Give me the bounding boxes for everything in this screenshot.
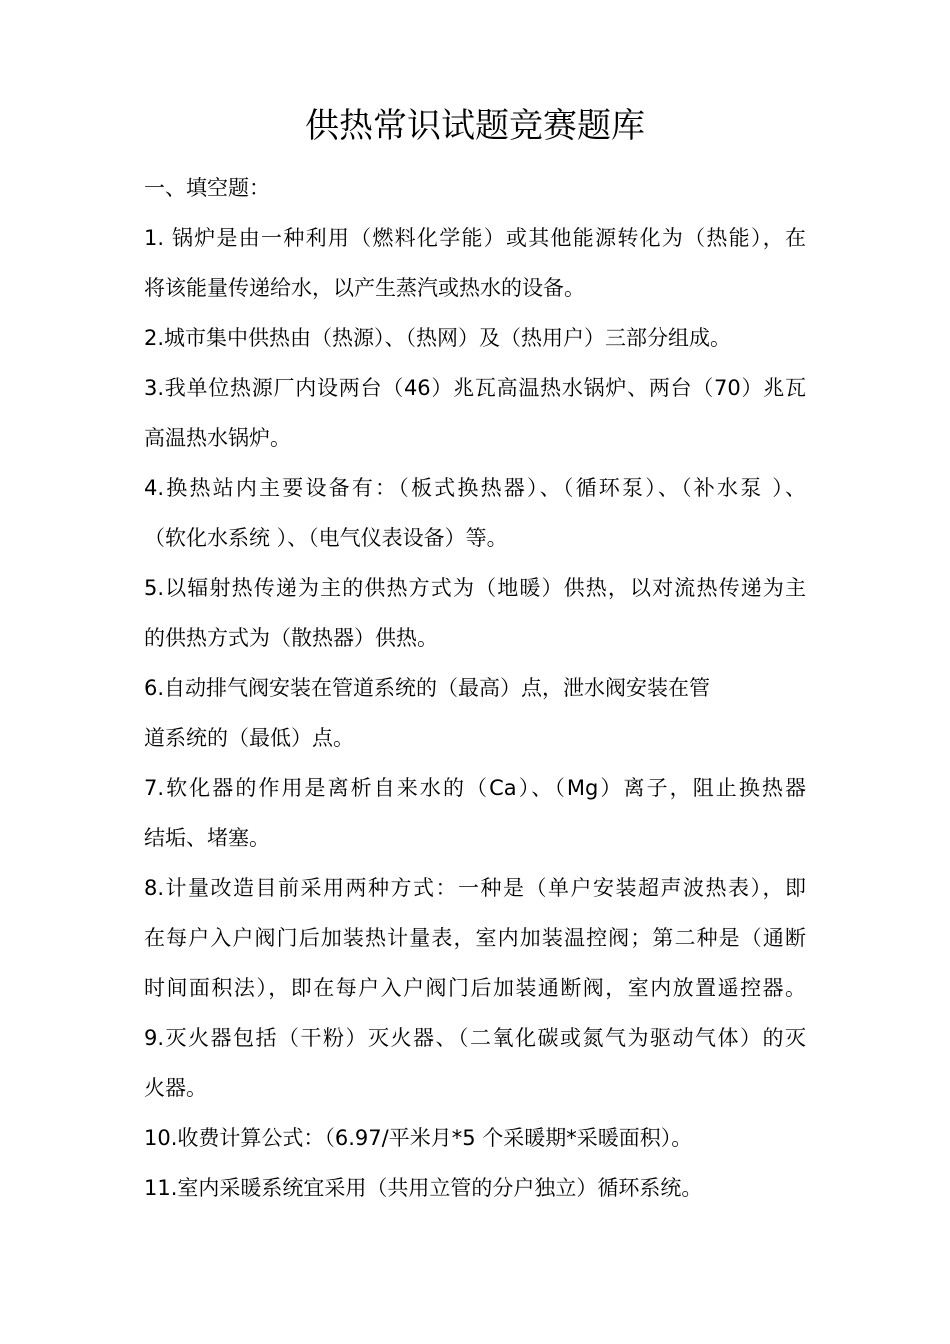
question-1-line-2: 将该能量传递给水，以产生蒸汽或热水的设备。 xyxy=(144,276,585,300)
question-8-line-2: 在每户入户阀门后加装热计量表，室内加装温控阀；第二种是（通断 xyxy=(144,926,806,950)
question-2: 2.城市集中供热由（热源）、（热网）及（热用户）三部分组成。 xyxy=(144,326,732,350)
section-heading: 一、填空题： xyxy=(144,176,270,200)
question-4-line-2: （软化水系统 ）、（电气仪表设备）等。 xyxy=(144,526,508,550)
document-title: 供热常识试题竞赛题库 xyxy=(305,106,645,146)
question-10: 10.收费计算公式：（6.97/平米月*5 个采暖期*采暖面积）。 xyxy=(144,1126,693,1150)
question-4-line-1: 4.换热站内主要设备有：（板式换热器）、（循环泵）、（补水泵 ）、 xyxy=(144,476,806,500)
question-3-line-1: 3.我单位热源厂内设两台（46）兆瓦高温热水锅炉、两台（70）兆瓦 xyxy=(144,376,806,400)
question-6-line-1: 6.自动排气阀安装在管道系统的（最高）点，泄水阀安装在管 xyxy=(144,676,711,700)
question-7-line-2: 结垢、堵塞。 xyxy=(144,826,270,850)
question-11: 11.室内采暖系统宜采用（共用立管的分户独立）循环系统。 xyxy=(144,1176,703,1200)
question-8-line-3: 时间面积法），即在每户入户阀门后加装通断阀，室内放置遥控器。 xyxy=(144,976,806,1000)
question-3-line-2: 高温热水锅炉。 xyxy=(144,426,291,450)
question-9-line-1: 9.灭火器包括（干粉）灭火器、（二氧化碳或氮气为驱动气体）的灭 xyxy=(144,1026,806,1050)
question-6-line-2: 道系统的（最低）点。 xyxy=(144,726,354,750)
question-8-line-1: 8.计量改造目前采用两种方式：一种是（单户安装超声波热表），即 xyxy=(144,876,806,900)
question-1-line-1: 1. 锅炉是由一种利用（燃料化学能）或其他能源转化为（热能），在 xyxy=(144,226,806,250)
question-9-line-2: 火器。 xyxy=(144,1076,207,1100)
question-7-line-1: 7.软化器的作用是离析自来水的（Ca）、（Mg）离子，阻止换热器 xyxy=(144,776,806,800)
question-5-line-1: 5.以辐射热传递为主的供热方式为（地暖）供热，以对流热传递为主 xyxy=(144,576,806,600)
question-5-line-2: 的供热方式为（散热器）供热。 xyxy=(144,626,438,650)
